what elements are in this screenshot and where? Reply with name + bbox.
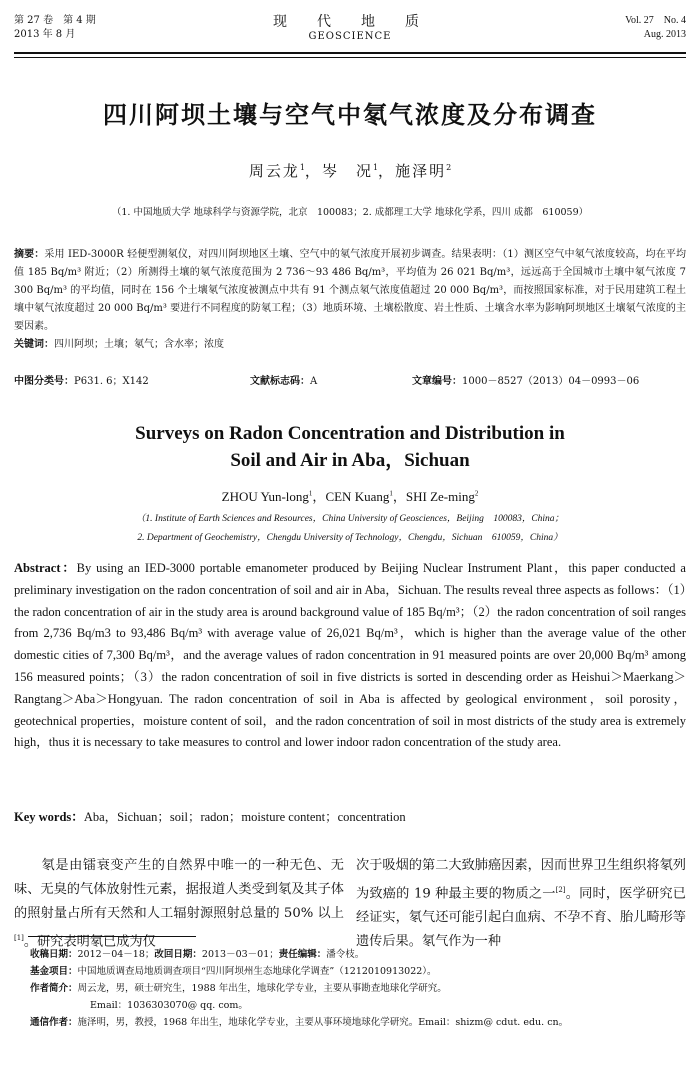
author-affiliation-mark: 1 xyxy=(308,489,313,498)
author-affiliation-mark: 1 xyxy=(389,489,393,498)
abstract-cn-text: 采用 IED-3000R 轻便型测氡仪，对四川阿坝地区土壤、空气中的氡气浓度开展初步调查。结果表明：（1）测区空气中氡气浓度较高，均在平均值 185 Bq/m³ 附近；（2）所测得土壤的氡气浓度范围为 2 736～93 486 Bq/m³，平均值为 26 021 Bq/m³，远远高于全国城市土壤中氡气浓度 7 300 Bq/m³ 的平均值，同时在 156 个土壤氡气浓度被测点中共有 91 个测点氡气浓度值超过 20 000 Bq/m³，而按照国家标准，对于民用建筑工程土壤中氡气浓度超过 20 000 Bq/m³ 要进行不同程度的防氡工程；（3）地质环境、土壤松散度、岩土性质、土壤含水率为影响阿坝地区土壤氡气浓度的主要因素。 xyxy=(14,249,687,332)
author-affiliation-mark: 1 xyxy=(372,163,379,172)
journal-name-en: GEOSCIENCE xyxy=(308,31,392,42)
author-name-en: SHI Ze-ming xyxy=(405,489,475,504)
header-right xyxy=(625,14,686,42)
abstract-cn xyxy=(14,246,686,354)
corresponding-label: 通信作者： xyxy=(30,1017,78,1028)
fund-text: 中国地质调查局地质调查项目“四川阿坝州生态地球化学调查”（1212010913022）。 xyxy=(77,966,437,977)
editor-label: 责任编辑： xyxy=(278,949,327,960)
body-column-left xyxy=(14,854,344,954)
keywords-en-text: Aba，Sichuan；soil；radon；moisture content；concentration xyxy=(83,810,406,824)
keywords-en-label: Key words xyxy=(14,810,72,824)
author-separator: ， xyxy=(392,489,406,504)
classification-row xyxy=(14,372,686,388)
affiliation-en-1: （1. Institute of Earth Sciences and Resources，China University of Geosciences，Beijing 100083，China； xyxy=(135,514,565,524)
revised-date: 2013－03－01 xyxy=(201,949,270,960)
clc-value: P631. 6；X142 xyxy=(74,376,149,387)
article-label: 文章编号： xyxy=(412,376,462,387)
abstract-cn-label: 摘要： xyxy=(14,249,45,260)
volume-issue-cn: 第 27 卷 第 4 期 xyxy=(14,15,96,26)
authors-cn xyxy=(0,160,700,181)
body-text: 次于吸烟的第二大致肺癌因素，因而世界卫生组织将氡列为致癌的 19 种最主要的物质之一 xyxy=(356,858,686,902)
date-en: Aug. 2013 xyxy=(643,29,686,40)
author-bio-label: 作者简介： xyxy=(30,983,78,994)
affiliation-en-2: 2. Department of Geochemistry，Chengdu University of Technology，Chengdu，Sichuan 610059，China） xyxy=(137,533,563,543)
header-rule-thick xyxy=(14,52,686,54)
footnote-rule xyxy=(28,936,196,937)
document-code xyxy=(250,372,317,387)
body-text: 。同时，医学研究已经证实，氡气还可能引起白血病、不孕不育、胎儿畸形等遗传后果。氡气作为一种 xyxy=(356,886,686,950)
keywords-en xyxy=(14,807,686,825)
keywords-cn-text: 四川阿坝；土壤；氡气；含水率；浓度 xyxy=(54,339,224,350)
keywords-en-colon: ： xyxy=(71,810,84,824)
footnote-dates: 收稿日期：2012－04－18；改回日期：2013－03－01；责任编辑：潘令枝。 xyxy=(30,949,365,960)
keywords-cn-label: 关键词： xyxy=(14,339,54,350)
author-affiliation-mark: 2 xyxy=(446,163,452,172)
title-en-line1: Surveys on Radon Concentration and Distribution in xyxy=(135,423,565,444)
doc-label: 文献标志码： xyxy=(250,376,310,387)
revised-label: 改回日期： xyxy=(154,949,202,960)
author-separator: ， xyxy=(304,162,322,180)
author-name: 岑 况 xyxy=(321,162,373,180)
affiliations-en xyxy=(0,510,700,548)
authors-en xyxy=(0,486,700,505)
author-email[interactable]: Email：1036303070@ qq. com。 xyxy=(90,1000,248,1011)
title-en xyxy=(0,420,700,474)
corresponding-text: 施泽明，男，教授，1968 年出生，地球化学专业，主要从事环境地球化学研究。Email：shizm@ cdut. edu. cn。 xyxy=(77,1017,569,1028)
header-rule-thin xyxy=(14,57,686,58)
author-name-en: ZHOU Yun-long xyxy=(221,489,309,504)
affiliations-cn: （1. 中国地质大学 地球科学与资源学院，北京 100083；2. 成都理工大学 地球化学系，四川 成都 610059） xyxy=(111,207,589,218)
author-name: 施泽明 xyxy=(395,162,447,180)
footnote-fund xyxy=(30,963,686,980)
body-column-right xyxy=(356,854,686,954)
header-center xyxy=(14,14,686,44)
abstract-en-text: By using an IED-3000 portable emanometer produced by Beijing Nuclear Instrument Plant，this paper conducted a preliminary investigation on the radon concentration of soil and air in Aba，Sichuan. The results reveal three aspects as follows：（1）the radon concentration of air in the study area is around background value of 185 Bq/m³；（2）the radon concentration of soil ranges from 2,736 Bq/m3 to 93,486 Bq/m³ with average value of 26,021 Bq/m³，which is higher than the average value of the other domestic cities of 7,300 Bq/m³，and the average values of radon concentration in 91 measured points are over 20,000 Bq/m³ among 156 measured points；（3）the radon concentration of soil in five districts is sorted in descending order as Heishui＞Maerkang＞Rangtang＞Aba＞Hongyuan. The radon concentration of soil in Aba is affected by geological environment，soil porosity，geotechnical properties，moisture content of soil，and the radon concentration of soil in most districts of the study area is extremely high，thus it is necessary to take measures to control and lower indoor radon concentration of the study area. xyxy=(14,561,686,750)
author-affiliation-mark: 1 xyxy=(299,163,305,172)
received-date: 2012－04－18 xyxy=(77,949,145,960)
author-name-en: CEN Kuang xyxy=(325,489,390,504)
author-separator: ， xyxy=(378,162,396,180)
keywords-cn xyxy=(14,336,686,354)
fund-label: 基金项目： xyxy=(30,966,78,977)
abstract-en xyxy=(14,558,686,754)
body-text: 。研究表明氡已成为仅 xyxy=(23,934,156,950)
author-name: 周云龙 xyxy=(248,162,300,180)
volume-issue-en: Vol. 27 No. 4 xyxy=(625,15,686,26)
doc-value: A xyxy=(310,376,318,387)
body-text: 氡是由镭衰变产生的自然界中唯一的一种无色、无味、无臭的气体放射性元素，据报道人类受到氡及其子体的照射量占所有天然和人工辐射源照射总量的 50% 以上 xyxy=(14,858,344,921)
clc-number xyxy=(14,372,149,387)
abstract-en-label: Abstract xyxy=(14,561,61,575)
received-label: 收稿日期： xyxy=(30,949,78,960)
citation-ref[interactable]: [2] xyxy=(555,886,566,894)
journal-name-cn: 现 代 地 质 xyxy=(273,14,427,30)
title-en-line2: Soil and Air in Aba，Sichuan xyxy=(230,450,470,471)
title-cn: 四川阿坝土壤与空气中氡气浓度及分布调查 xyxy=(103,101,597,129)
editor-name: 潘令枝。 xyxy=(326,949,365,960)
citation-ref[interactable]: [1] xyxy=(14,934,24,942)
author-bio-text: 周云龙，男，硕士研究生，1988 年出生，地球化学专业，主要从事勘查地球化学研究。 xyxy=(77,983,447,994)
running-header xyxy=(14,14,686,48)
abstract-en-colon: ： xyxy=(60,561,77,575)
footnote-author xyxy=(30,980,686,997)
clc-label: 中图分类号： xyxy=(14,376,74,387)
date-cn: 2013 年 8 月 xyxy=(14,29,76,40)
footnote-corresponding xyxy=(30,1014,686,1031)
author-affiliation-mark: 2 xyxy=(474,489,479,498)
article-value: 1000－8527（2013）04－0993－06 xyxy=(462,376,640,387)
author-separator: ， xyxy=(312,489,326,504)
article-number xyxy=(412,372,639,387)
footnotes xyxy=(30,946,686,1031)
